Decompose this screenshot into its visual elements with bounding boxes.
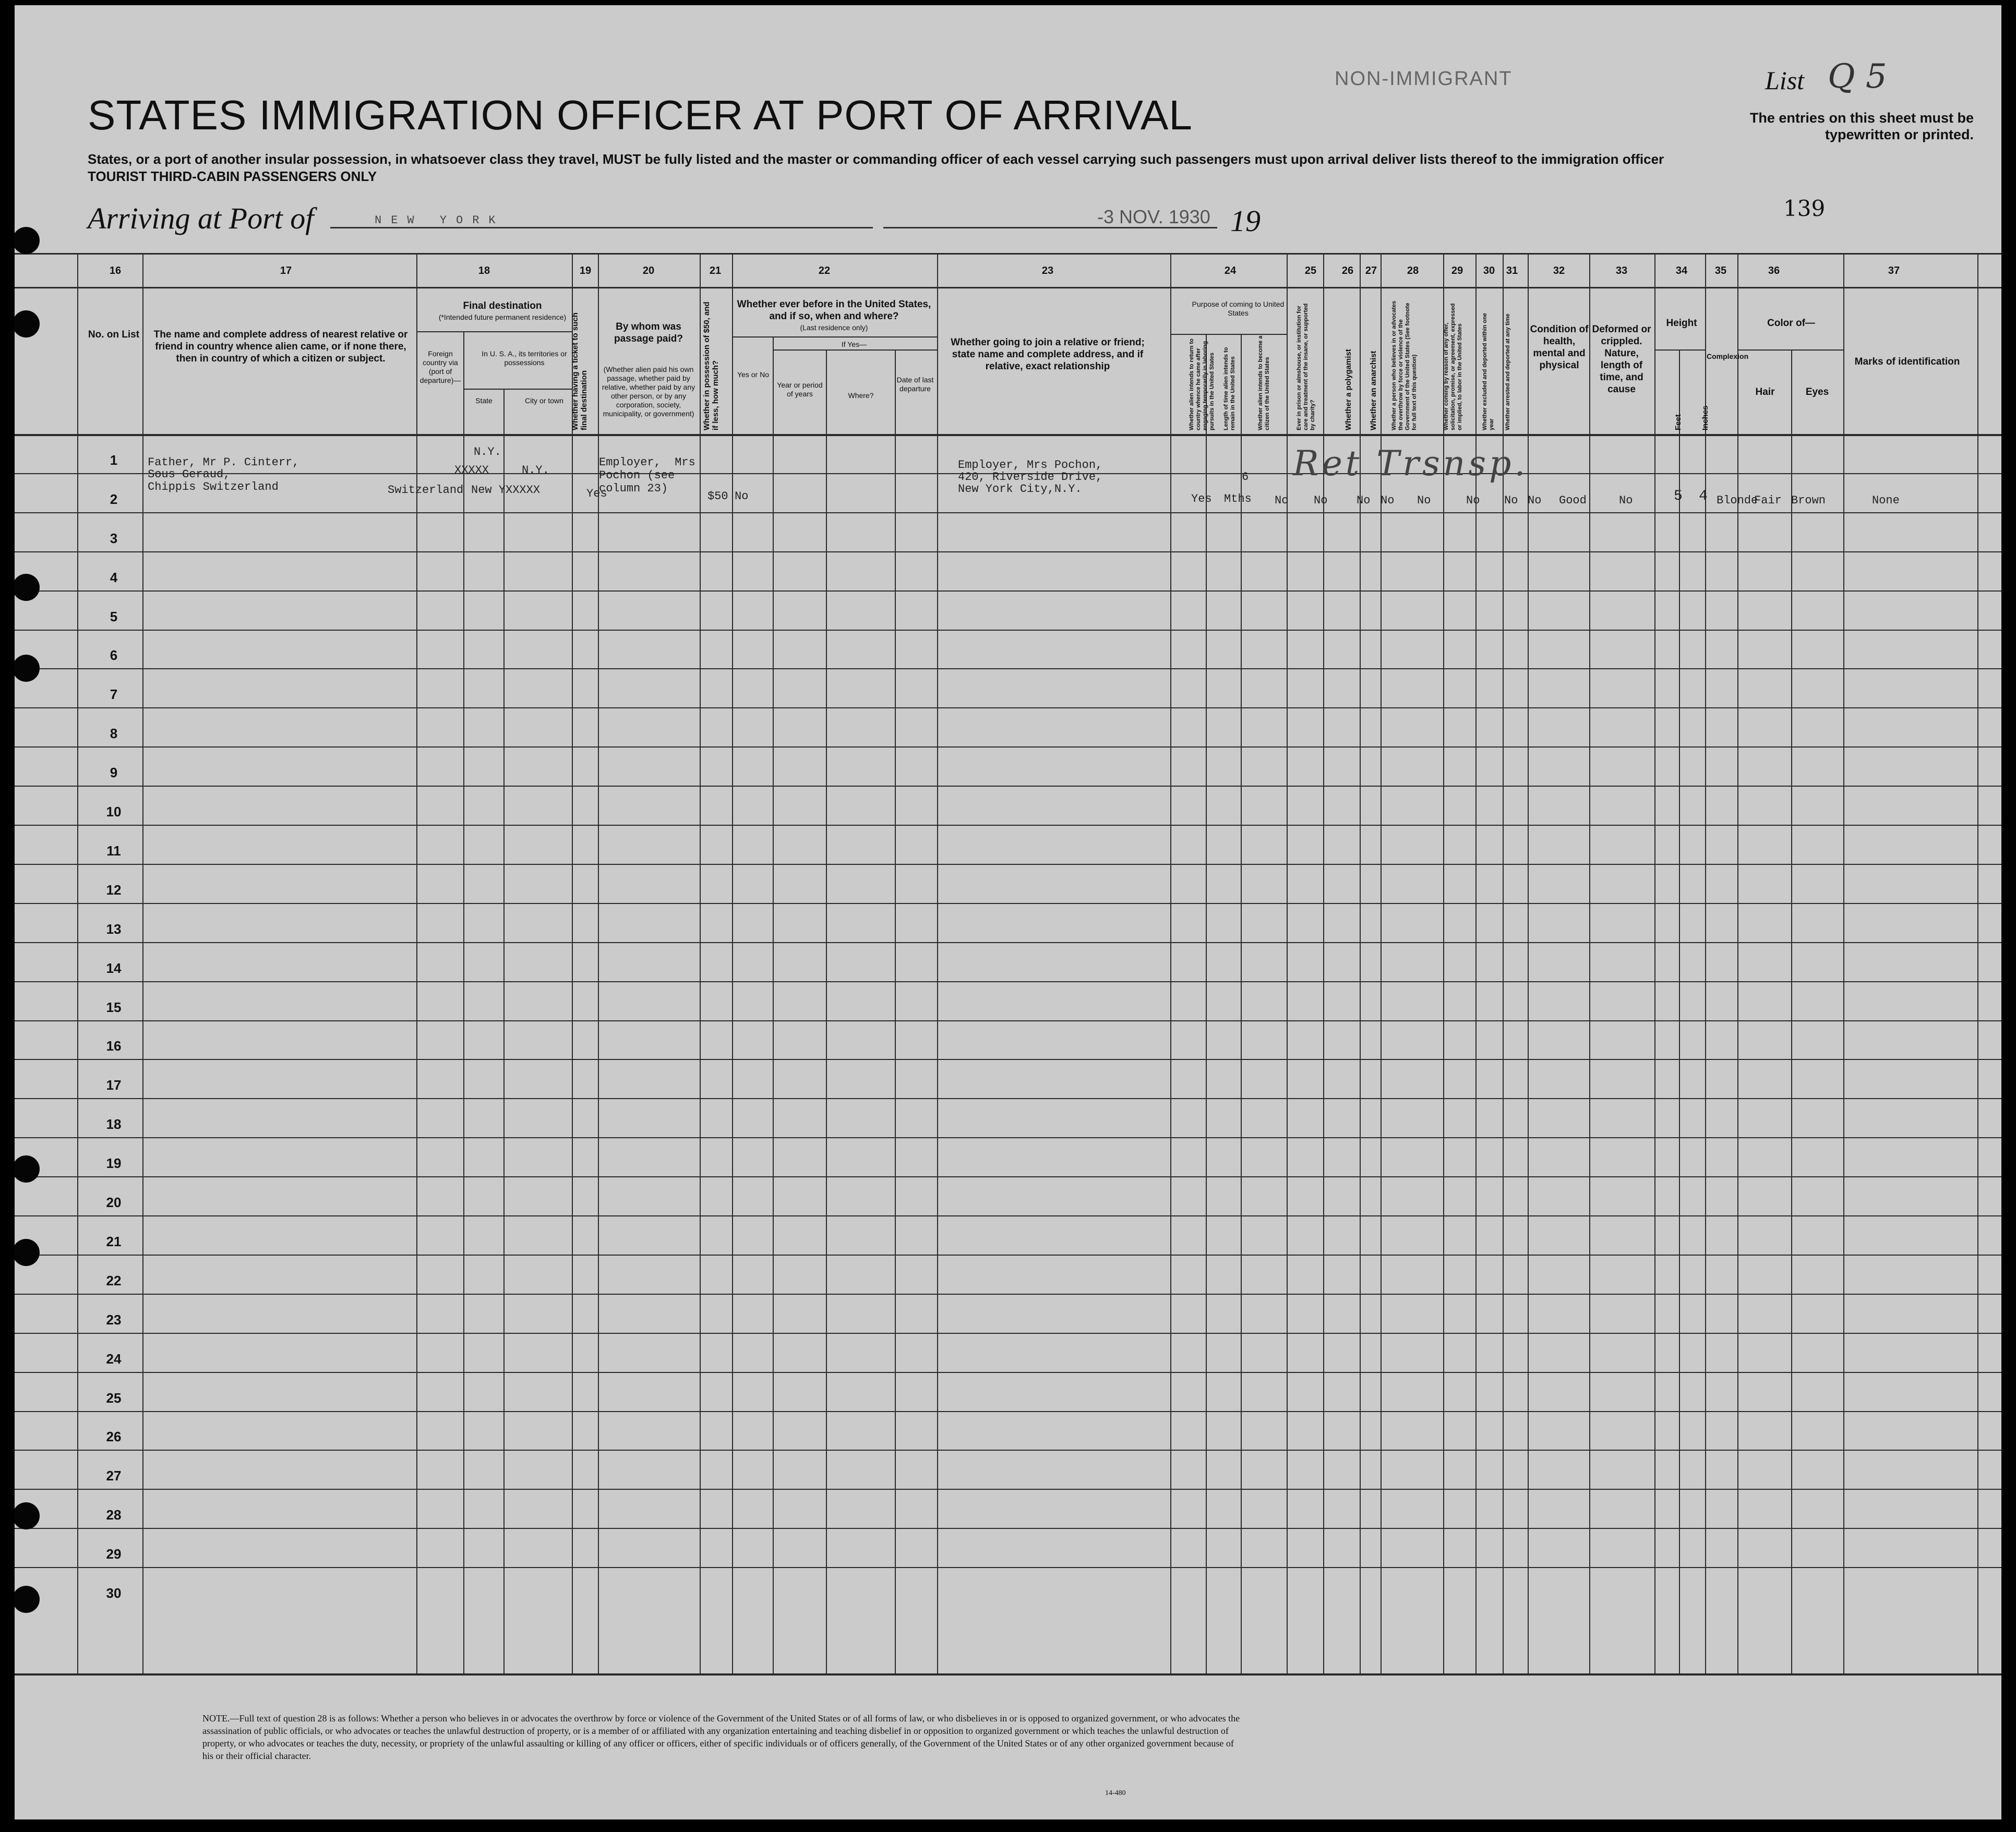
col-number-33: 33 xyxy=(1615,265,1628,276)
heading-purpose-citizen: Whether alien intends to become a citizen of the United States xyxy=(1257,335,1270,430)
subheader-rule xyxy=(416,331,572,332)
heading-anarchist: Whether an anarchist xyxy=(1369,351,1378,430)
polygamist-value: No xyxy=(1357,494,1371,507)
prison-value: No xyxy=(1314,494,1328,507)
column-line xyxy=(1589,253,1590,1673)
heading-final-destination-note: (*Intended future permanent residence) xyxy=(438,313,567,321)
heading-ever-before-note: (Last residence only) xyxy=(800,323,868,332)
heading-ever-before: Whether ever before in the United States, and if so, when and where? xyxy=(737,299,931,322)
row-line xyxy=(15,981,2001,982)
col-number-28: 28 xyxy=(1407,265,1419,276)
row-number: 22 xyxy=(106,1272,122,1288)
column-line xyxy=(1843,253,1844,1673)
table-bottom-border xyxy=(15,1673,2001,1676)
row-line xyxy=(15,590,2001,592)
row-line xyxy=(15,1176,2001,1177)
col-number-29: 29 xyxy=(1451,265,1463,276)
column-line xyxy=(572,253,573,1673)
heading-passage-note: (Whether alien paid his own passage, whether paid by relative, whether paid by any other person, or by any corporation, society, municipality, or government) xyxy=(602,365,695,418)
column-line xyxy=(503,389,505,1673)
row-number: 21 xyxy=(106,1233,122,1249)
row-line xyxy=(15,746,2001,748)
heading-prison: Ever in prison or almshouse, or institution for care and treatment of the insane, or supported by charity? xyxy=(1296,303,1316,430)
q30-value: No xyxy=(1504,494,1518,507)
heading-deformed: Deformed or crippled. Nature, length of time, and cause xyxy=(1592,324,1651,395)
heading-polygamist: Whether a polygamist xyxy=(1344,349,1353,430)
subheader-rule xyxy=(732,336,937,338)
row-number: 7 xyxy=(110,686,118,703)
col-number-21: 21 xyxy=(709,265,722,276)
heading-year-period: Year or period of years xyxy=(777,381,823,398)
port-value: NEW YORK xyxy=(375,214,505,227)
column-line xyxy=(1737,253,1738,1673)
row-number: 20 xyxy=(106,1195,122,1210)
column-line xyxy=(1241,334,1242,1673)
q29-value: No xyxy=(1466,494,1480,507)
column-line xyxy=(1679,349,1680,1673)
column-line xyxy=(1977,253,1978,1673)
col-number-31: 31 xyxy=(1506,265,1518,276)
heading-complexion: Complexion xyxy=(1707,352,1749,360)
heading-money: Whether in possession of $50, and if less, how much? xyxy=(702,302,720,430)
heading-purpose-return: Whether alien intends to return to country whence he came after engaging temporarily in laboring pursuits in the United States xyxy=(1189,338,1215,430)
heading-question-28: Whether a person who believes in or advocates the overthrow by force or violence of the Government of the United States (See footnote for full text of this question) xyxy=(1391,300,1418,430)
row-line xyxy=(15,1294,2001,1295)
ever-before-value: No xyxy=(735,490,749,503)
list-value: Q 5 xyxy=(1828,57,1887,96)
col-number-36: 36 xyxy=(1768,265,1780,276)
row-number: 29 xyxy=(106,1546,122,1562)
punch-hole xyxy=(15,1239,40,1266)
column-line xyxy=(937,253,938,1673)
row-number: 4 xyxy=(110,569,118,585)
relative-line-3: Chippis Switzerland xyxy=(148,480,279,493)
heading-date-departure: Date of last departure xyxy=(896,376,934,393)
year-prefix: 19 xyxy=(1230,204,1261,238)
heading-state: State xyxy=(475,396,493,405)
col-number-16: 16 xyxy=(109,265,122,276)
page-title: STATES IMMIGRATION OFFICER AT PORT OF ARRIVAL xyxy=(88,92,1193,138)
row-line xyxy=(15,1489,2001,1490)
row-line xyxy=(15,630,2001,631)
subheader-rule xyxy=(1654,349,1705,351)
arriving-label: Arriving at Port of xyxy=(88,201,314,235)
heading-foreign-country: Foreign country via (port of departure)— xyxy=(419,349,461,384)
heading-where: Where? xyxy=(848,391,874,400)
heading-hair: Hair xyxy=(1755,387,1775,397)
row-number: 5 xyxy=(110,608,118,624)
passage-line-2: Pochon (see xyxy=(599,469,675,482)
citizen-value: No xyxy=(1275,494,1289,507)
passage-line-1: Employer, Mrs xyxy=(599,456,695,469)
q28-value: No xyxy=(1417,494,1431,507)
row-number: 6 xyxy=(110,647,118,664)
punch-hole xyxy=(15,1155,40,1183)
heading-question-30: Whether excluded and deported within one year xyxy=(1482,313,1495,430)
lead-text: States, or a port of another insular possession, in whatsoever class they travel, MUST be fully listed and the master or commanding officer of each vessel carrying such passengers must upon arrival deliver lists thereof to the immigration officer xyxy=(88,151,1664,167)
row-line xyxy=(15,1333,2001,1334)
join-line-2: 420, Riverside Drive, xyxy=(958,471,1103,484)
col-number-27: 27 xyxy=(1365,265,1377,276)
row-number: 24 xyxy=(106,1351,122,1367)
row-line xyxy=(15,1098,2001,1099)
column-line xyxy=(77,253,78,1673)
heading-color-of: Color of— xyxy=(1767,318,1815,329)
column-number-rule xyxy=(15,287,2001,288)
ticket-value: Yes xyxy=(586,487,607,500)
row-line xyxy=(15,903,2001,904)
eyes-value: Brown xyxy=(1791,494,1826,507)
row-line xyxy=(15,512,2001,513)
heading-ticket: Whether having a ticket to such final destination xyxy=(571,312,589,430)
heading-if-yes: If Yes— xyxy=(841,340,867,348)
row-number: 18 xyxy=(106,1116,122,1132)
column-line xyxy=(1654,253,1655,1673)
row-number: 26 xyxy=(106,1429,122,1445)
row-line xyxy=(15,864,2001,865)
passage-line-3: column 23) xyxy=(599,482,668,495)
page-number: 139 xyxy=(1783,196,1826,221)
heading-eyes: Eyes xyxy=(1805,387,1829,397)
col-number-23: 23 xyxy=(1041,265,1054,276)
footnote: NOTE.—Full text of question 28 is as follows: Whether a person who believes in or advocates the overthrow by force or violence of the Government of the United States or of all forms of law, or who disbelieves in or is opposed to organized government, or who advocates the assassination of public officials, or who advocates or teaches the unlawful destruction of property, or is a member of or affiliated with any organization entertaining and teaching disbelief in or opposition to organized government or which teaches the unlawful destruction of property, or who advocates or teaches the duty, necessity, or propriety of the unlawful assaulting or killing of any officer or officers, either of specific individuals or of officers generally, of the Government of the United States or of any other organized government because of his or their official character. xyxy=(202,1713,1240,1761)
col-number-22: 22 xyxy=(818,265,831,276)
non-immigrant-stamp: NON-IMMIGRANT xyxy=(1335,68,1513,90)
state-top-value: N.Y. xyxy=(474,445,501,459)
row-number: 25 xyxy=(106,1390,122,1406)
row-line xyxy=(15,1567,2001,1568)
row-line xyxy=(15,1528,2001,1529)
heading-relative: The name and complete address of nearest relative or friend in country whence alien came, or if none there, then in country of which a citizen or subject. xyxy=(153,329,408,364)
row-line xyxy=(15,942,2001,943)
column-line xyxy=(1170,253,1171,1673)
col-number-19: 19 xyxy=(579,265,592,276)
heading-inches: Inches xyxy=(1701,405,1710,430)
heading-usa: In U. S. A., its territories or possessions xyxy=(482,349,567,367)
column-line xyxy=(463,331,464,1673)
handwritten-annotation: Ret Trsnsp. xyxy=(1293,443,1529,484)
col-number-25: 25 xyxy=(1304,265,1317,276)
column-line xyxy=(732,253,733,1673)
heading-purpose-length: Length of time alien intends to remain in the United States xyxy=(1223,347,1236,430)
punch-hole xyxy=(15,227,40,254)
city-value: N.Y. xyxy=(522,464,549,477)
row-number: 17 xyxy=(106,1077,122,1093)
manifest-sheet xyxy=(15,5,2001,1819)
join-line-1: Employer, Mrs Pochon, xyxy=(958,459,1103,472)
row-number: 16 xyxy=(106,1038,122,1054)
row-number: 30 xyxy=(106,1585,122,1601)
complexion-value: Blonde xyxy=(1717,494,1758,507)
row-number: 27 xyxy=(106,1468,122,1484)
row-number: 14 xyxy=(106,960,122,976)
column-line xyxy=(416,253,417,1673)
col-number-30: 30 xyxy=(1483,265,1495,276)
relative-line-1: Father, Mr P. Cinterr, xyxy=(148,456,299,469)
heading-feet: Feet xyxy=(1674,414,1683,430)
length-number: 6 xyxy=(1242,471,1249,484)
col-number-17: 17 xyxy=(280,265,292,276)
col-number-18: 18 xyxy=(478,265,490,276)
row-number: 2 xyxy=(110,491,118,507)
money-value: $50 xyxy=(707,490,728,503)
row-line xyxy=(15,1255,2001,1256)
column-line xyxy=(773,336,774,1673)
foreign-country-value: Switzerland xyxy=(388,484,464,497)
hair-value: Fair xyxy=(1754,494,1782,507)
column-line xyxy=(1705,253,1706,1673)
return-value: Yes xyxy=(1191,492,1212,505)
row-line xyxy=(15,825,2001,826)
inches-value: 4 xyxy=(1699,488,1708,504)
heading-purpose: Purpose of coming to United States xyxy=(1192,300,1285,317)
row-number: 10 xyxy=(106,804,122,819)
feet-value: 5 xyxy=(1674,488,1683,504)
col-number-26: 26 xyxy=(1341,265,1354,276)
date-stamp: -3 NOV. 1930 xyxy=(1097,206,1210,227)
row-number: 12 xyxy=(106,882,122,898)
heading-passage: By whom was passage paid? xyxy=(614,321,683,344)
anarchist-value: No xyxy=(1381,494,1395,507)
entries-note: The entries on this sheet must be typewritten or printed. xyxy=(1749,110,1974,142)
punch-hole xyxy=(15,655,40,682)
column-line xyxy=(1287,253,1288,1673)
relative-line-2: Sous Geraud, xyxy=(148,468,231,481)
heading-city: City or town xyxy=(525,396,563,405)
heading-no-on-list: No. on List xyxy=(88,329,140,340)
row-line xyxy=(15,1059,2001,1060)
heading-condition: Condition of health, mental and physical xyxy=(1530,324,1589,371)
subheader-rule xyxy=(773,349,937,351)
row-line xyxy=(15,1137,2001,1138)
q31-value: No xyxy=(1528,494,1542,507)
tourist-subtitle: TOURIST THIRD-CABIN PASSENGERS ONLY xyxy=(88,168,377,184)
punch-hole xyxy=(15,574,40,601)
column-line xyxy=(1791,349,1792,1673)
row-number: 13 xyxy=(106,921,122,937)
header-bottom-rule xyxy=(15,434,2001,436)
heading-final-destination: Final destination xyxy=(463,300,542,311)
subheader-rule xyxy=(1737,349,1843,351)
row-line xyxy=(15,1372,2001,1373)
col-number-32: 32 xyxy=(1553,265,1565,276)
row-number: 11 xyxy=(106,842,121,859)
row-number: 28 xyxy=(106,1507,122,1523)
col-number-20: 20 xyxy=(642,265,655,276)
port-underline xyxy=(330,227,873,228)
punch-hole xyxy=(15,1586,40,1613)
row-number: 9 xyxy=(110,765,118,781)
column-line xyxy=(700,253,701,1673)
form-number: 14-480 xyxy=(1105,1789,1126,1797)
col-number-37: 37 xyxy=(1888,265,1900,276)
row-number: 8 xyxy=(110,726,118,742)
heading-yes-no: Yes or No xyxy=(737,370,769,379)
health-value: Good xyxy=(1559,494,1587,507)
column-line xyxy=(1206,334,1207,1673)
city-value-2: New YXXXXX xyxy=(471,484,541,497)
heading-question-31: Whether arrested and deported at any time xyxy=(1505,314,1511,430)
row-line xyxy=(15,1020,2001,1021)
heading-height: Height xyxy=(1666,318,1697,329)
row-line xyxy=(15,1450,2001,1451)
state-value: XXXXX xyxy=(454,464,489,477)
list-label: List xyxy=(1765,66,1805,95)
table-top-border xyxy=(15,253,2001,255)
deformed-value: No xyxy=(1619,494,1633,507)
punch-hole xyxy=(15,1502,40,1529)
row-line xyxy=(15,668,2001,669)
col-number-24: 24 xyxy=(1224,265,1237,276)
subheader-rule xyxy=(463,389,572,390)
row-number: 23 xyxy=(106,1311,122,1328)
row-line xyxy=(15,786,2001,787)
join-line-3: New York City,N.Y. xyxy=(958,483,1082,496)
length-value: Mths xyxy=(1224,492,1252,505)
marks-value: None xyxy=(1872,494,1900,507)
row-line xyxy=(15,1411,2001,1412)
row-line xyxy=(15,551,2001,552)
punch-hole xyxy=(15,310,40,338)
row-number: 19 xyxy=(106,1155,122,1172)
column-line xyxy=(142,253,143,1673)
heading-question-29: Whether coming by reason of any offer, solicitation, promise, or agreement, expressed or implied, to labor in the United States xyxy=(1443,303,1463,430)
row-number: 15 xyxy=(106,999,122,1015)
row-line xyxy=(15,1215,2001,1216)
col-number-34: 34 xyxy=(1675,265,1688,276)
row-number: 3 xyxy=(110,530,118,546)
heading-marks: Marks of identification xyxy=(1854,356,1960,367)
heading-join: Whether going to join a relative or friend; state name and complete address, and if relative, exact relationship xyxy=(951,337,1145,372)
col-number-35: 35 xyxy=(1714,265,1727,276)
row-number: 1 xyxy=(110,452,118,468)
column-line xyxy=(895,349,896,1673)
column-line xyxy=(826,349,827,1673)
row-line xyxy=(15,707,2001,708)
